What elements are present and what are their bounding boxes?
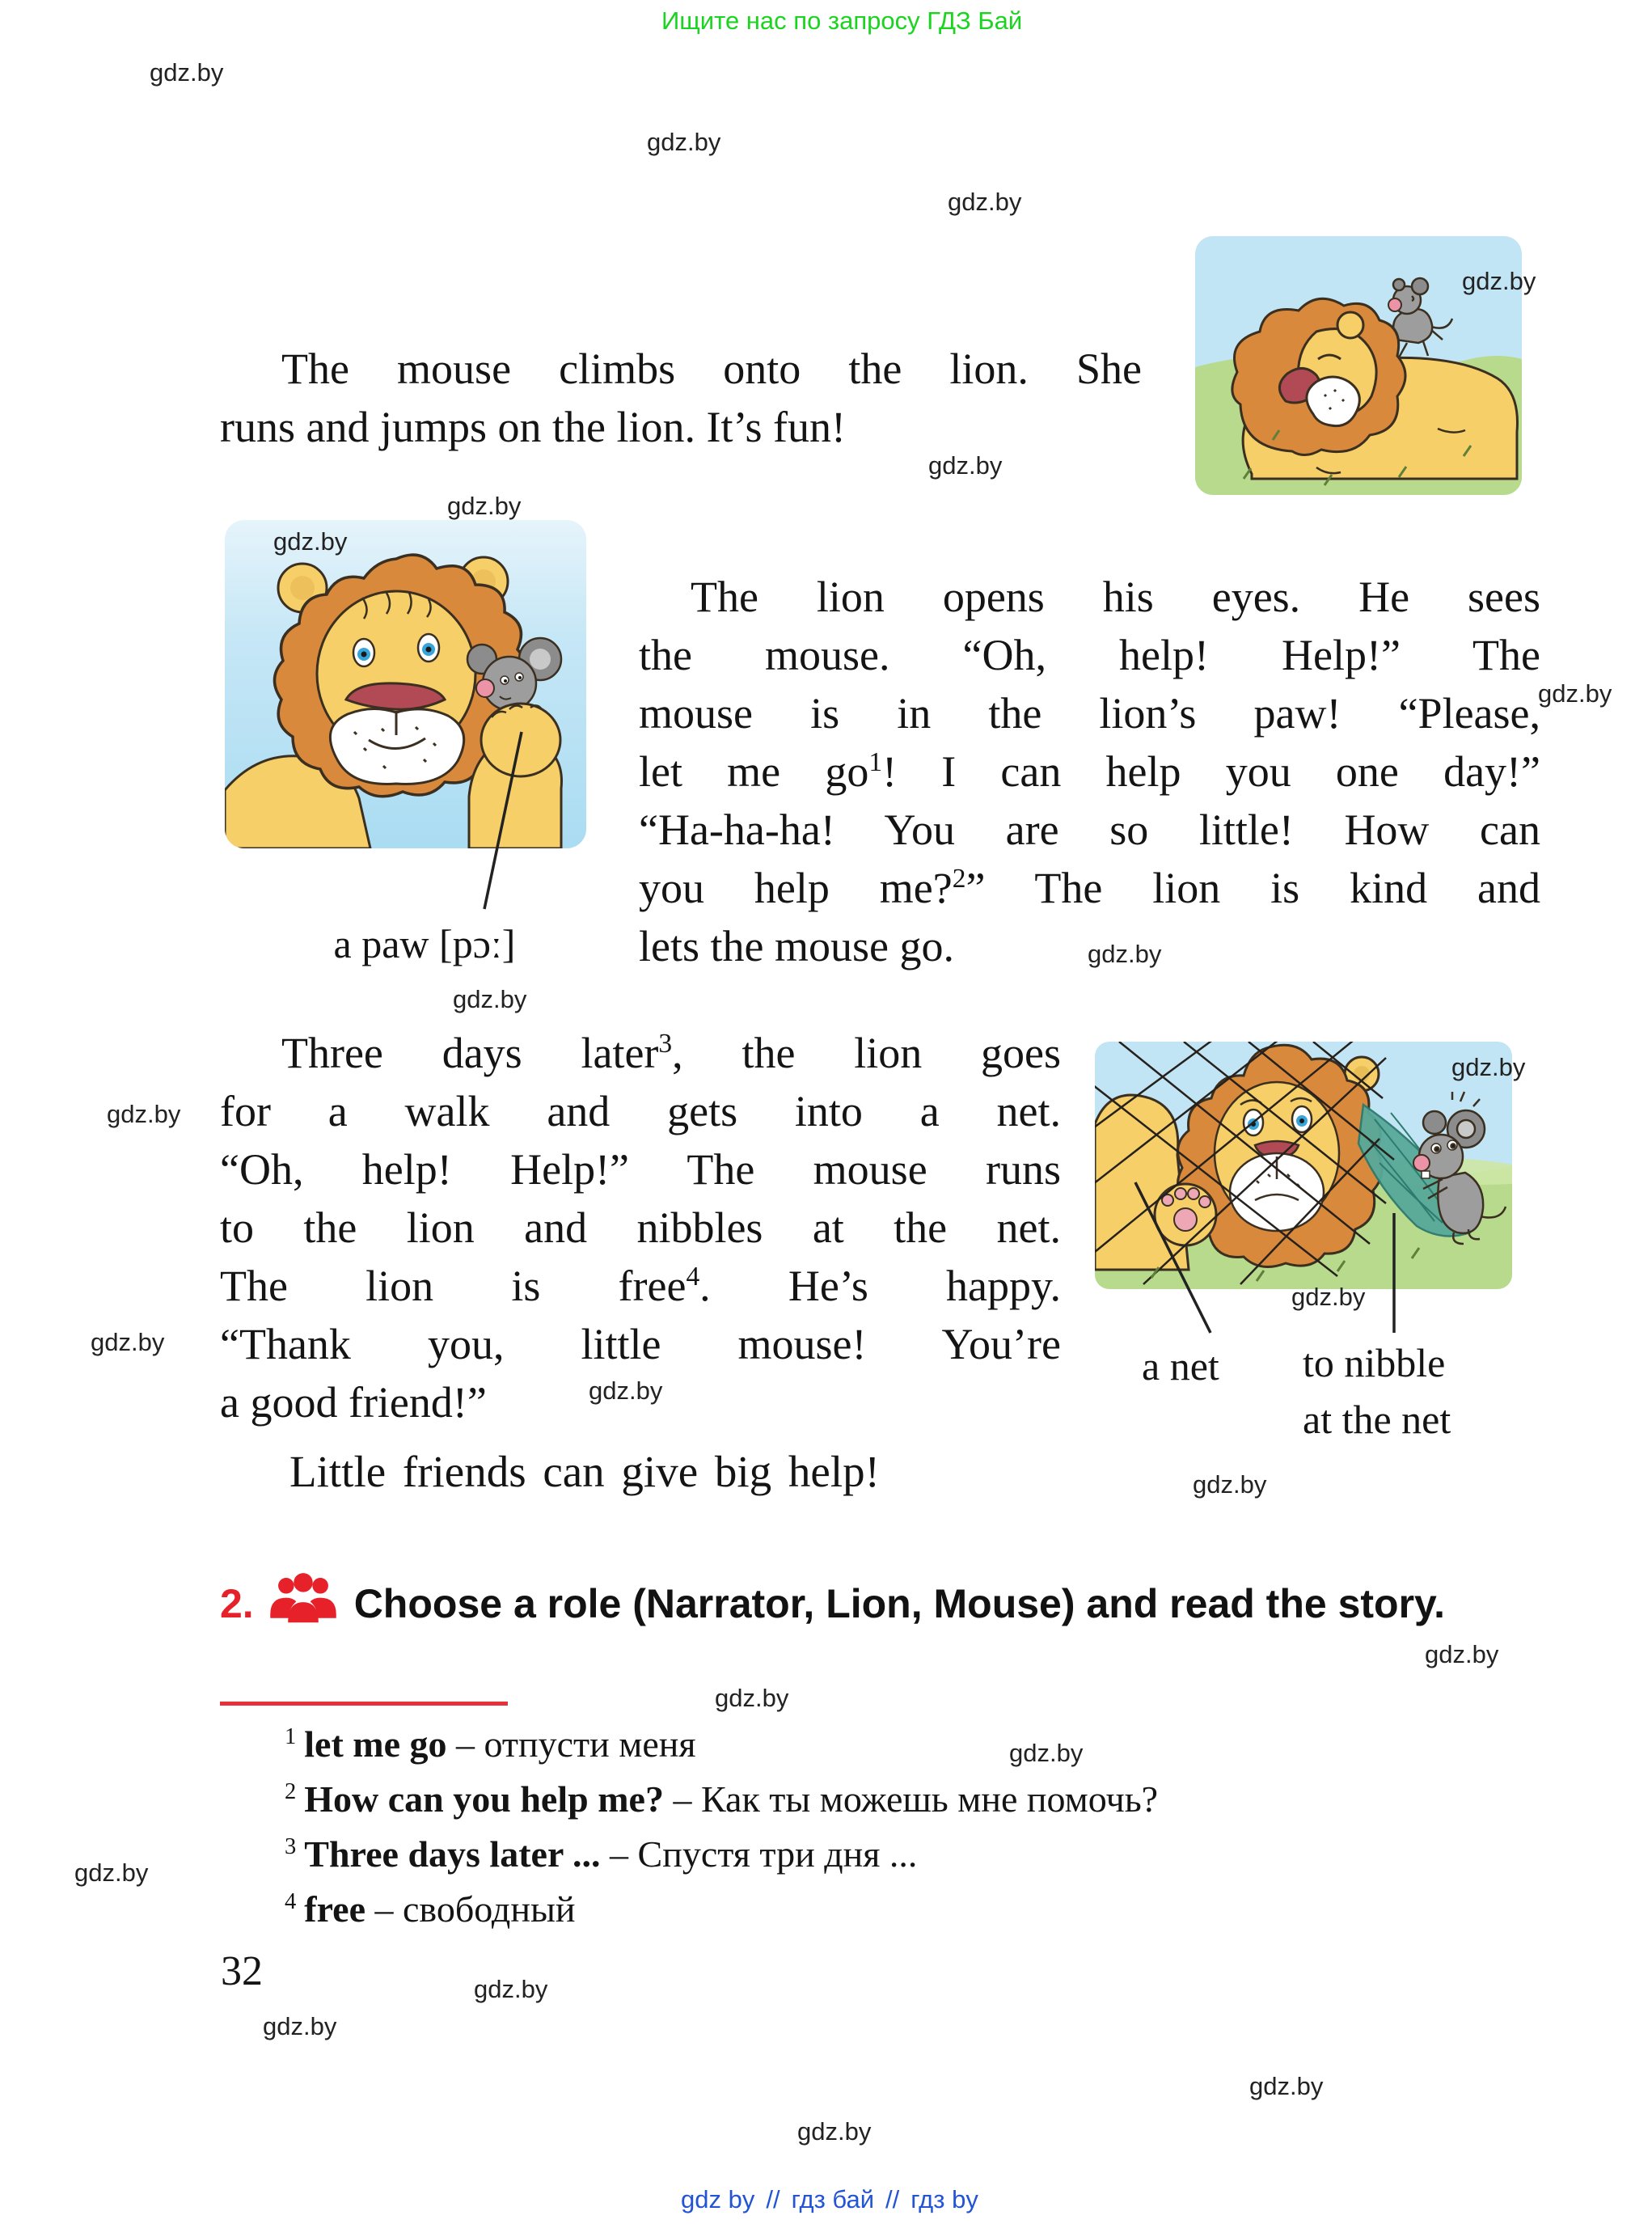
story-moral: Little friends can give big help! [289,1447,880,1496]
gdz-watermark: gdz.by [263,2012,337,2040]
caption-a-net: a net [1142,1343,1219,1389]
story-line: mouse is in the lion’s paw! “Please, [639,689,1540,738]
lion-eye-right [1292,1106,1312,1132]
task-number: 2. [220,1581,254,1626]
gdz-watermark: gdz.by [1009,1739,1084,1767]
story-line: “Oh, help! Help!” The mouse runs [220,1145,1061,1194]
gdz-watermark: gdz.by [1538,679,1612,708]
story-line: “Ha-ha-ha! You are so little! How can [639,805,1540,854]
footer-separator: // [766,2185,780,2213]
page-number: 32 [221,1948,263,1994]
footnote-divider [220,1702,508,1706]
gdz-watermark: gdz.by [74,1858,149,1887]
footnote-ref-3: 3 [658,1029,673,1059]
footnote-2: $^2$ How can you help me? – Как ты можешь мне помочь? [285,1778,1159,1820]
gdz-watermark: gdz.by [1451,1053,1526,1081]
gdz-watermark: gdz.by [1291,1283,1366,1311]
story-line: for a walk and gets into a net. [220,1087,1061,1135]
caption-a-paw: a paw [pɔː] [333,921,516,966]
gdz-watermark: gdz.by [928,451,1003,480]
task-text: Choose a role (Narrator, Lion, Mouse) and read the story. [353,1581,1446,1626]
task-2 [220,1571,1481,1632]
story-paragraph-2 [639,568,1540,975]
illustration-mouse-in-lions-paw [225,520,586,848]
caption-to-nibble-line1: to nibble [1303,1340,1446,1385]
footnote-ref-1: 1 [868,747,883,777]
story-line: a good friend!” [220,1378,487,1427]
gdz-watermark: gdz.by [1249,2072,1324,2100]
footer-link-gdz-by-2[interactable]: гдз by [911,2185,978,2213]
story-line: The mouse climbs onto the lion. She [281,345,1142,393]
gdz-watermark: gdz.by [1193,1470,1267,1499]
gdz-watermark: gdz.by [1425,1640,1499,1668]
lion-eye-left [353,639,374,666]
footnote-ref-4: 4 [686,1262,700,1292]
group-of-people-icon [265,1571,341,1629]
lion-ear [1337,312,1363,338]
gdz-watermark: gdz.by [453,985,527,1013]
story-line: lets the mouse go. [639,922,954,970]
story-line: The lion is free$^4$. He’s happy. [220,1262,1061,1310]
promo-header: Ищите нас по запросу ГДЗ Бай [661,6,1023,35]
story-line: the mouse. “Oh, help! Help!” The [639,631,1540,679]
footnote-sup: 3 [285,1833,297,1859]
gdz-watermark: gdz.by [447,492,522,520]
illustration-lion-in-net [1095,1042,1512,1289]
footnote-ref-2: 2 [952,864,966,894]
story-line: runs and jumps on the lion. It’s fun! [220,403,846,451]
footer-link-gdz-by[interactable]: gdz by [681,2185,755,2213]
gdz-watermark: gdz.by [1088,940,1162,968]
gdz-watermark: gdz.by [1462,267,1536,295]
footnote-3: $^3$ Three days later ... – Спустя три дня ... [285,1833,918,1875]
gdz-watermark: gdz.by [715,1684,789,1712]
footer-links [681,2185,978,2214]
footnote-sup: 4 [285,1888,297,1914]
story-line: “Thank you, little mouse! You’re [220,1320,1061,1368]
story-line: Three days later$^3$, the lion goes [281,1029,1061,1077]
gdz-watermark: gdz.by [589,1376,663,1405]
story-line: you help me?$^2$” The lion is kind and [639,864,1540,912]
footnote-4: $^4$ free – свободный [285,1888,576,1930]
footnote-1: $^1$ let me go – отпусти меня [285,1723,696,1765]
gdz-watermark: gdz.by [647,128,721,156]
gdz-watermark: gdz.by [273,527,348,556]
gdz-watermark: gdz.by [150,58,224,87]
footer-link-gdz-bai[interactable]: гдз бай [791,2185,875,2213]
footer-separator: // [885,2185,900,2213]
gdz-watermark: gdz.by [91,1328,165,1356]
lion-paw-pads [1155,1184,1216,1245]
footnote-sup: 2 [285,1778,297,1804]
gdz-watermark: gdz.by [948,188,1022,216]
story-line: The lion opens his eyes. He sees [691,573,1540,621]
story-line: to the lion and nibbles at the net. [220,1203,1061,1252]
gdz-watermark: gdz.by [107,1100,181,1128]
story-line: let me go$^1$! I can help you one day!” [639,747,1540,796]
story-paragraph-1 [220,340,1142,456]
gdz-watermark: gdz.by [474,1975,548,2003]
story-paragraph-3 [220,1024,1061,1431]
gdz-watermark: gdz.by [797,2117,872,2146]
lion-eye-right [418,634,439,662]
footnote-sup: 1 [285,1723,297,1749]
caption-to-nibble-line2: at the net [1303,1397,1451,1442]
